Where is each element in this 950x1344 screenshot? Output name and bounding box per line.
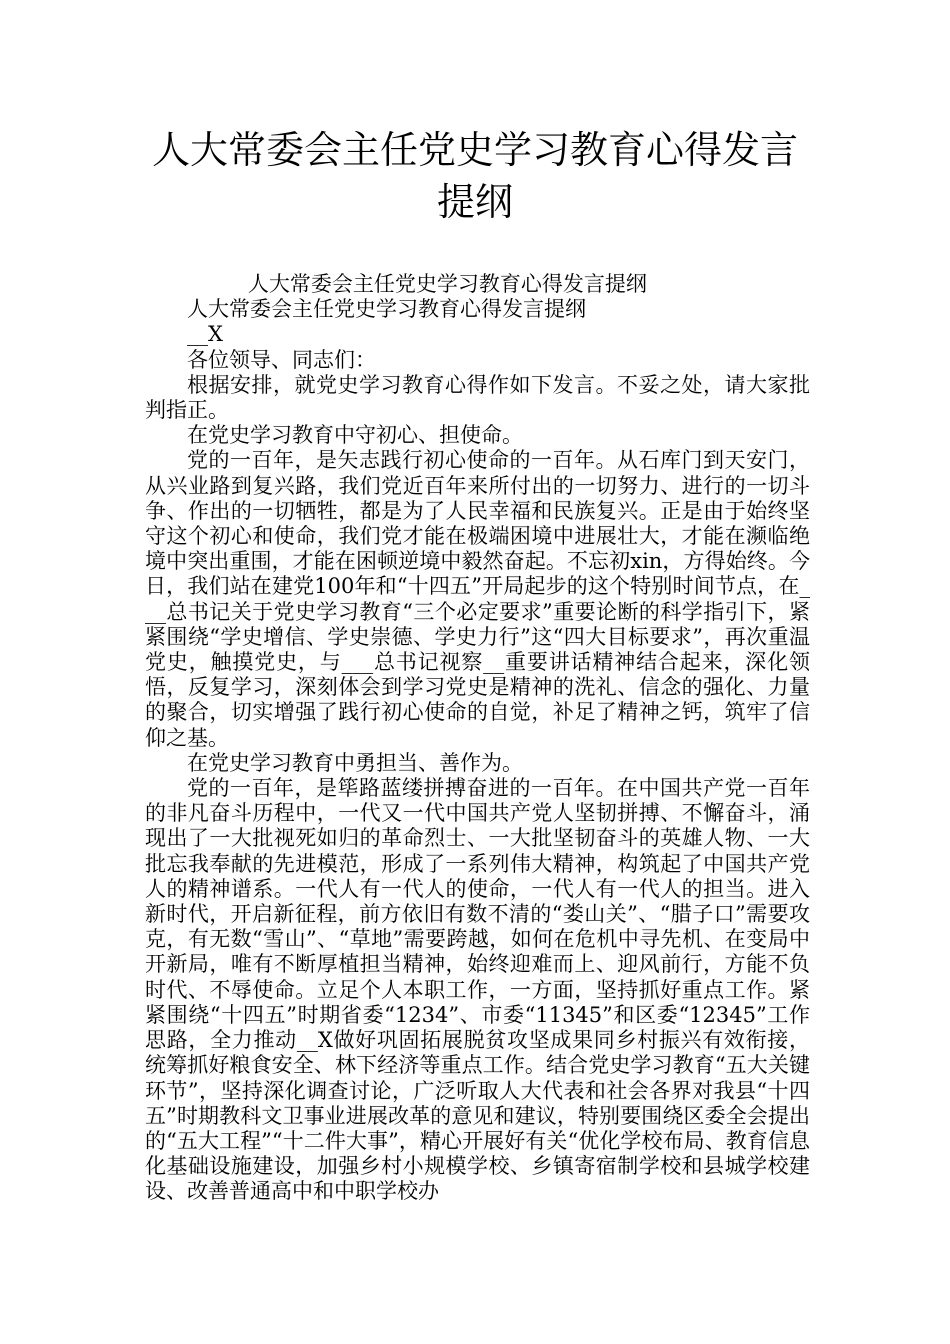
section-heading-1: 在党史学习教育中守初心、担使命。	[187, 423, 523, 448]
document-title: 人大常委会主任党史学习教育心得发言提纲	[151, 128, 798, 224]
body-paragraph-2: 党的一百年，是筚路蓝缕拼搏奋进的一百年。在中国共产党一百年的非凡奋斗历程中，一代又一代中国共产党人坚韧拼搏、不懈奋斗，涌现出了一大批视死如归的革命烈士、一大批坚韧奋斗的英雄人物、一大批忘我奉献的先进模范，形成了一系列伟大精神，构筑起了中国共产党人的精神谱系。一代人有一代人的使命，一代人有一代人的担当。进入新时代，开启新征程，前方依旧有数不清的“娄山关”、“腊子口”需要攻克，有无数“雪山”、“草地”需要跨越，如何在危机中寻先机、在变局中开新局，唯有不断厚植担当精神，始终迎难而上、迎风前行，方能不负时代、不辱使命。立足个人本职工作，一方面，坚持抓好重点工作。紧紧围绕“十四五”时期省委“1234”、市委“11345”和区委“12345”工作思路，全力推动__X做好巩固拓展脱贫攻坚成果同乡村振兴有效衔接，统筹抓好粮食安全、林下经济等重点工作。结合党史学习教育“五大关键环节”，坚持深化调查讨论，广泛听取人大代表和社会各界对我县“十四五”时期教科文卫事业进展改革的意见和建议，特别要围绕区委全会提出的“五大工程”“十二件大事”，精心开展好有关“优化学校布局、教育信息化基础设施建设，加强乡村小规模学校、乡镇寄宿制学校和县城学校建设、改善普通高中和中职学校办	[145, 776, 810, 1204]
author-line: __X	[187, 322, 223, 347]
salutation: 各位领导、同志们：	[187, 347, 376, 372]
document-subtitle: 人大常委会主任党史学习教育心得发言提纲	[247, 272, 647, 296]
section-heading-2: 在党史学习教育中勇担当、善作为。	[187, 750, 523, 775]
repeated-title-line: 人大常委会主任党史学习教育心得发言提纲	[187, 297, 586, 322]
intro-paragraph: 根据安排，就党史学习教育心得作如下发言。不妥之处，请大家批判指正。	[145, 372, 810, 423]
body-paragraph-1: 党的一百年，是矢志践行初心使命的一百年。从石库门到天安门，从兴业路到复兴路，我们党近百年来所付出的一切努力、进行的一切斗争、作出的一切牺牲，都是为了人民幸福和民族复兴。正是由于始终坚守这个初心和使命，我们党才能在极端困境中进展壮大，才能在濒临绝境中突出重围，才能在困顿逆境中毅然奋起。不忘初xin，方得始终。今日，我们站在建党100年和“十四五”开局起步的这个特别时间节点，在___总书记关于党史学习教育“三个必定要求”重要论断的科学指引下，紧紧围绕“学史增信、学史崇德、学史力行”这“四大目标要求”，再次重温党史，触摸党史，与___总书记视察__重要讲话精神结合起来，深化领悟，反复学习，深刻体会到学习党史是精神的洗礼、信念的强化、力量的聚合，切实增强了践行初心使命的自觉，补足了精神之钙，筑牢了信仰之基。	[145, 448, 810, 750]
document-body	[145, 272, 810, 1205]
